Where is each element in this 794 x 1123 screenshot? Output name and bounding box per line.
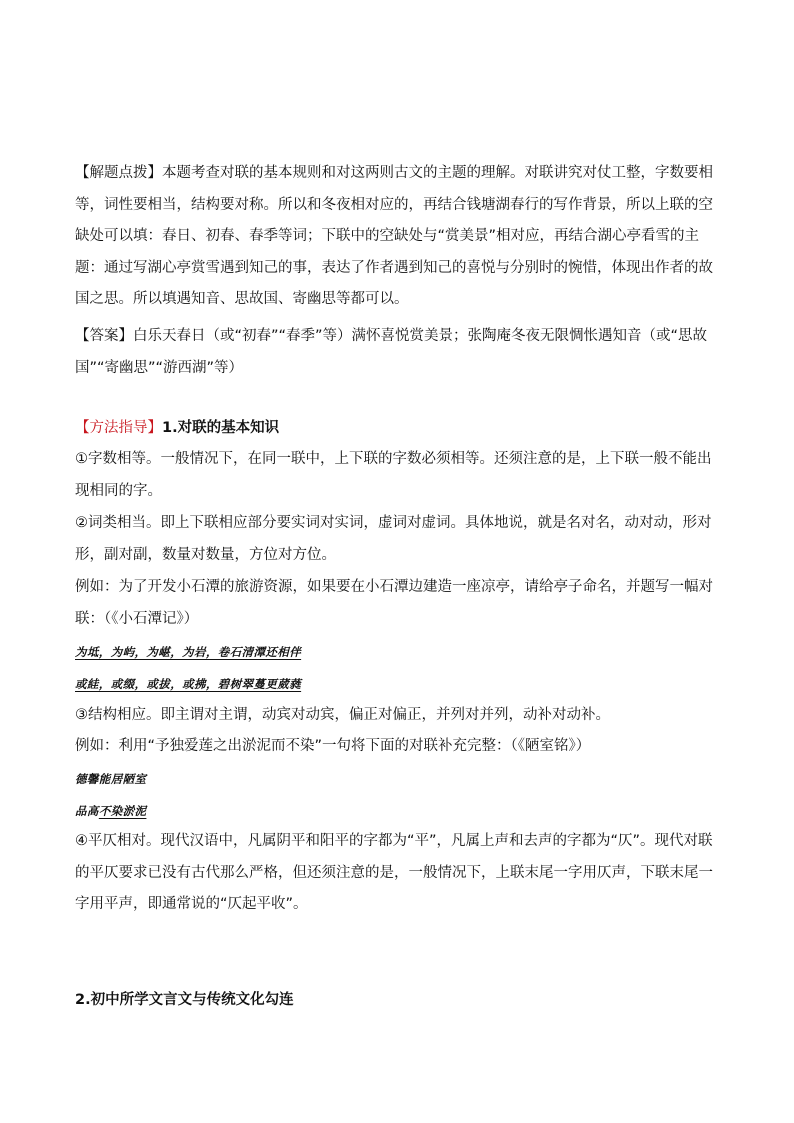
example-paragraph-1: 例如：为了开发小石潭的旅游资源，如果要在小石潭边建造一座凉亭，请给亭子命名，并题写一幅对联：（《小石潭记》）	[75, 579, 713, 627]
answer-label: 【答案】	[75, 328, 133, 344]
couplet-2-line-2-prefix: 品高	[75, 804, 99, 818]
method-heading	[75, 413, 725, 445]
couplet-2-line-2	[75, 804, 146, 818]
couplet-2-line-2-answer: 不染淤泥	[98, 804, 147, 818]
analysis-label: 【解题点拨】	[75, 165, 162, 181]
analysis-paragraph	[75, 158, 725, 316]
analysis-text: 本题考查对联的基本规则和对这两则古文的主题的理解。对联讲究对仗工整，字数要相等，词性要相当，结构要对称。所以和冬夜相对应的，再结合钱塘湖春行的写作背景，所以上联的空缺处可以填：春日、初春、春季等词；下联中的空缺处与“赏美景”相对应，再结合湖心亭看雪的主题：通过写湖心亭赏雪遇到知己的事，表达了作者遇到知己的喜悦与分别时的惋惜，体现出作者的故国之思。所以填遇知音、思故国、寄幽思等都可以。	[75, 165, 713, 307]
couplet-1-line-1: 为坻，为屿，为嵁，为岩，卷石清潭还相伴	[75, 645, 302, 659]
answer-text: 白乐天春日（或“初春”“春季”等）满怀喜悦赏美景；张陶庵冬夜无限惆怅遇知音（或“思故国”“寄幽思”“游西湖”等）	[75, 328, 708, 376]
item-tone-pattern: ④平仄相对。现代汉语中，凡属阴平和阳平的字都为“平”，凡属上声和去声的字都为“仄”。现代对联的平仄要求已没有古代那么严格，但还须注意的是，一般情况下，上联末尾一字用仄声，下联末尾一字用平声，即通常说的“仄起平收”。	[75, 833, 713, 912]
couplet-1-line-2: 或絓，或缀，或拔，或拂，碧树翠蔓更葳蕤	[75, 677, 302, 691]
method-title: 1.对联的基本知识	[162, 420, 280, 436]
example-paragraph-2: 例如：利用“予独爱莲之出淤泥而不染”一句将下面的对联补充完整：（《陋室铭》）	[75, 738, 591, 754]
item-word-class: ②词类相当。即上下联相应部分要实词对实词，虚词对虚词。具体地说，就是名对名，动对动，形对形，副对副，数量对数量，方位对方位。	[75, 515, 712, 563]
couplet-2-line-1: 德馨能居陋室	[75, 772, 147, 786]
item-structure: ③结构相应。即主谓对主谓，动宾对动宾，偏正对偏正，并列对并列，动补对动补。	[75, 707, 610, 723]
method-label: 【方法指导】	[75, 420, 162, 436]
item-word-count: ①字数相等。一般情况下，在同一联中，上下联的字数必须相等。还须注意的是，上下联一般不能出现相同的字。	[75, 451, 712, 499]
section-2-title: 2.初中所学文言文与传统文化勾连	[75, 992, 294, 1008]
answer-paragraph	[75, 321, 725, 384]
